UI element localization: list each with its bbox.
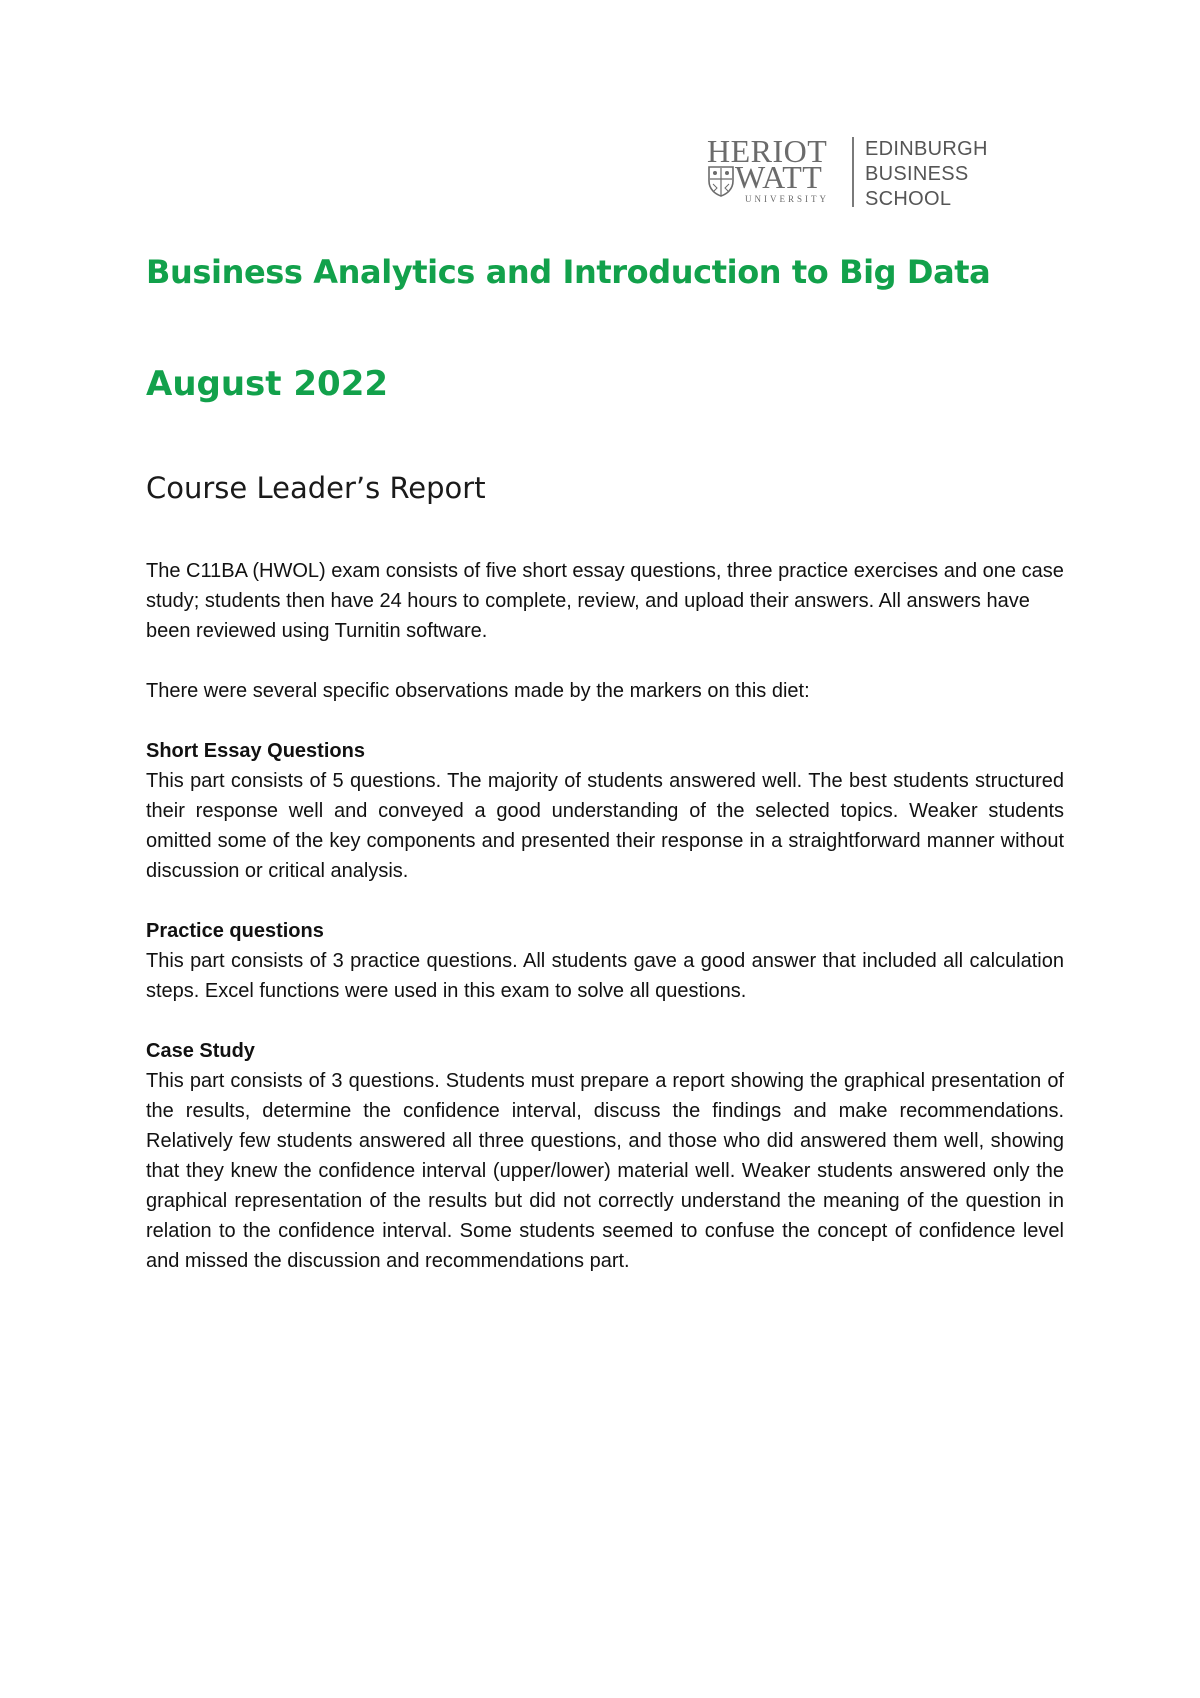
section-text: This part consists of 3 practice questions. All students gave a good answer that included all calculation steps. Excel functions were used in this exam to solve all questions. <box>146 950 1064 1002</box>
document-subtitle: Course Leader’s Report <box>146 471 486 505</box>
intro-paragraph: The C11BA (HWOL) exam consists of five short essay questions, three practice exercises and one case study; students then have 24 hours to complete, review, and upload their answers. All answers have been reviewed using Turnitin software. <box>146 560 1064 642</box>
heriot-watt-logo <box>705 135 1005 210</box>
observations-paragraph: There were several specific observations made by the markers on this diet: <box>146 680 810 702</box>
logo-school-line-2: BUSINESS <box>865 163 969 185</box>
section-heading: Practice questions <box>146 920 324 942</box>
document-date: August 2022 <box>146 364 389 404</box>
logo-divider <box>852 137 854 207</box>
section-text: This part consists of 3 questions. Students must prepare a report showing the graphical presentation of the results, determine the confidence interval, discuss the findings and make recommendations. Relatively few students answered all three questions, and those who did answered them well, showing that they knew the confidence interval (upper/lower) material well. Weaker students answered only the graphical representation of the results but did not correctly understand the meaning of the question in relation to the confidence interval. Some students seemed to confuse the concept of confidence level and missed the discussion and recommendations part. <box>146 1070 1064 1272</box>
logo-heriot-text: HERIOT <box>707 133 828 169</box>
logo-school-line-3: SCHOOL <box>865 188 952 210</box>
logo-school-line-1: EDINBURGH <box>865 138 988 160</box>
section-heading: Short Essay Questions <box>146 740 365 762</box>
document-title: Business Analytics and Introduction to Big Data <box>146 253 991 291</box>
section-heading: Case Study <box>146 1040 255 1062</box>
section-short-essay <box>146 736 1064 886</box>
section-practice <box>146 916 1064 1006</box>
document-body <box>146 556 1064 1306</box>
section-case-study <box>146 1036 1064 1276</box>
edinburgh-business-school-text <box>865 137 988 212</box>
heriot-watt-wordmark <box>705 135 843 210</box>
logo-watt-text: WATT <box>735 159 823 195</box>
crest-icon <box>707 165 735 197</box>
section-text: This part consists of 5 questions. The majority of students answered well. The best students structured their response well and conveyed a good understanding of the selected topics. Weaker students omitted some of the key components and presented their response in a straightforward manner without discussion or critical analysis. <box>146 770 1064 882</box>
logo-university-text: UNIVERSITY <box>745 194 829 204</box>
